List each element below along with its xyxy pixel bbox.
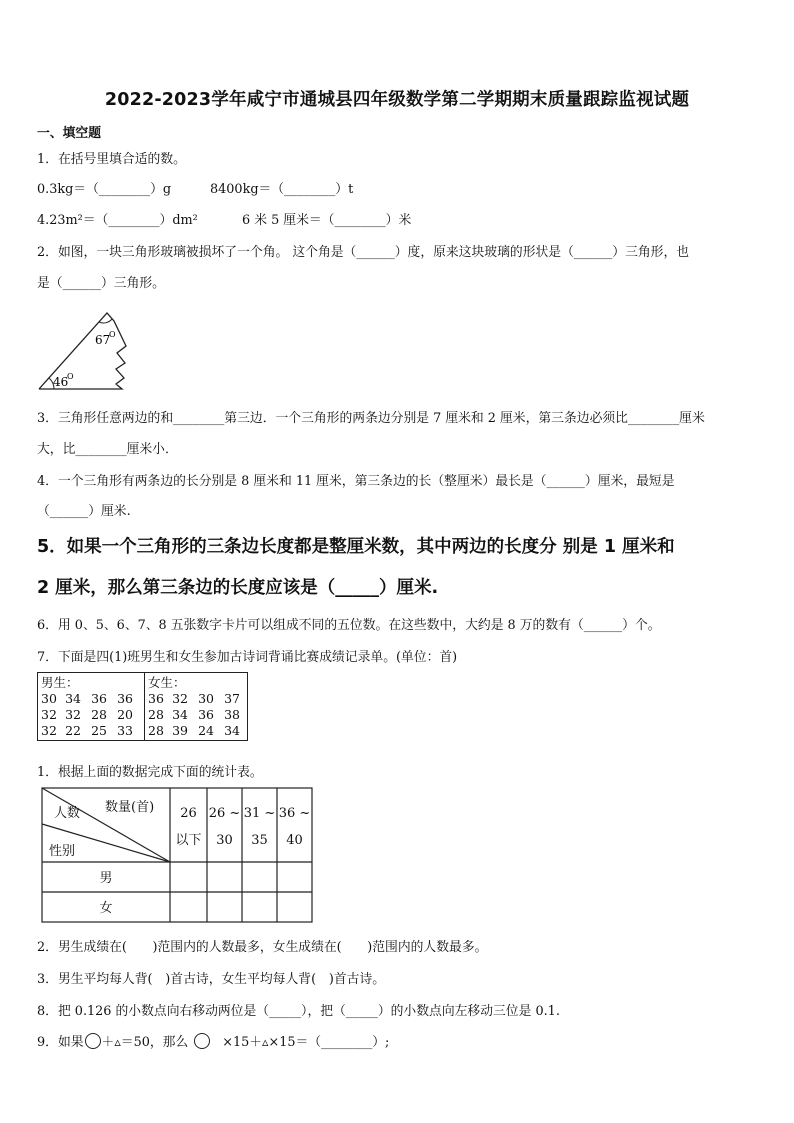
col-header-1: 26 bbox=[180, 806, 197, 821]
question-1-stem: 1．在括号里填合适的数。 bbox=[37, 152, 186, 167]
score-cell: 32 bbox=[41, 707, 57, 722]
question-4-line-1: 4．一个三角形有两条边的长分别是 8 厘米和 11 厘米，第三条边的长（整厘米）最长是（______）厘米，最短是 bbox=[37, 474, 675, 489]
col-header-4: 36 ~ bbox=[278, 806, 311, 821]
header-gender: 性别 bbox=[49, 844, 76, 859]
score-row bbox=[148, 691, 244, 707]
score-cell: 25 bbox=[91, 723, 107, 738]
question-3-line-2: 大，比________厘米小． bbox=[37, 442, 178, 457]
col-header-2b: 30 bbox=[216, 833, 233, 848]
score-row bbox=[148, 723, 244, 739]
score-row bbox=[41, 691, 141, 707]
question-5-line-1: 5．如果一个三角形的三条边长度都是整厘米数，其中两边的长度分 别是 1 厘米和 bbox=[37, 537, 675, 557]
question-6: 6．用 0、5、6、7、8 五张数字卡片可以组成不同的五位数。在这些数中，大约是 8 万的数有（______）个。 bbox=[37, 618, 661, 633]
question-9 bbox=[37, 1031, 389, 1050]
header-quantity: 数量(首) bbox=[105, 800, 155, 815]
score-cell: 30 bbox=[41, 691, 57, 706]
angle-label-bottom: 46 bbox=[53, 375, 69, 389]
question-9-part-b: ＋▵＝50，那么 bbox=[101, 1035, 189, 1050]
score-cell: 33 bbox=[117, 723, 133, 738]
col-header-3b: 35 bbox=[251, 833, 268, 848]
angle-label-top: 67 bbox=[95, 333, 111, 347]
col-header-4b: 40 bbox=[286, 833, 303, 848]
degree-mark-bottom: O bbox=[67, 372, 74, 381]
score-cell: 36 bbox=[148, 691, 164, 706]
question-7-sub-1: 1．根据上面的数据完成下面的统计表。 bbox=[37, 765, 263, 780]
score-cell: 24 bbox=[198, 723, 214, 738]
section-heading: 一、填空题 bbox=[37, 126, 101, 141]
girls-label: 女生： bbox=[148, 675, 186, 690]
score-cell: 34 bbox=[65, 691, 81, 706]
score-cell: 38 bbox=[224, 707, 240, 722]
question-7-sub-3: 3．男生平均每人背( )首古诗，女生平均每人背( )首古诗。 bbox=[37, 972, 386, 987]
col-header-1b: 以下 bbox=[175, 833, 202, 848]
question-4-line-2: （______）厘米. bbox=[37, 504, 131, 519]
score-cell: 36 bbox=[91, 691, 107, 706]
question-1-item-a: 0.3kg＝（________）g bbox=[37, 182, 172, 197]
question-1-item-d: 6 米 5 厘米＝（________）米 bbox=[242, 213, 412, 228]
question-2-line-1: 2．如图，一块三角形玻璃被损坏了一个角。 这个角是（______）度，原来这块玻璃的形状是（______）三角形，也 bbox=[37, 245, 690, 260]
question-7-sub-2: 2．男生成绩在( )范围内的人数最多，女生成绩在( )范围内的人数最多。 bbox=[37, 940, 488, 955]
header-count: 人数 bbox=[54, 806, 81, 821]
question-8: 8．把 0.126 的小数点向右移动两位是（_____），把（_____）的小数点向左移动三位是 0.1. bbox=[37, 1004, 560, 1019]
score-cell: 20 bbox=[117, 707, 133, 722]
row-label-boys: 男 bbox=[99, 871, 113, 886]
score-cell: 34 bbox=[172, 707, 188, 722]
page-title: 2022-2023学年咸宁市通城县四年级数学第二学期期末质量跟踪监视试题 bbox=[104, 90, 690, 110]
row-label-girls: 女 bbox=[99, 901, 113, 916]
score-row bbox=[148, 707, 244, 723]
score-cell: 39 bbox=[172, 723, 188, 738]
score-cell: 37 bbox=[224, 691, 240, 706]
question-7-stem: 7．下面是四(1)班男生和女生参加古诗词背诵比赛成绩记录单。(单位：首) bbox=[37, 650, 458, 665]
col-header-3: 31 ~ bbox=[243, 806, 276, 821]
score-cell: 34 bbox=[224, 723, 240, 738]
score-row bbox=[41, 707, 141, 723]
question-1-item-c: 4.23m²＝（________）dm² bbox=[37, 213, 198, 228]
score-cell: 32 bbox=[41, 723, 57, 738]
broken-triangle-figure bbox=[36, 308, 132, 392]
score-cell: 28 bbox=[91, 707, 107, 722]
boys-label: 男生： bbox=[41, 675, 79, 690]
score-cell: 30 bbox=[198, 691, 214, 706]
score-cell: 28 bbox=[148, 723, 164, 738]
question-9-part-c: ×15＋▵×15＝（________）; bbox=[222, 1035, 390, 1050]
circle-icon bbox=[194, 1033, 210, 1049]
col-header-2: 26 ~ bbox=[208, 806, 241, 821]
boys-scores bbox=[37, 672, 145, 741]
statistics-table bbox=[41, 787, 315, 924]
question-1-item-b: 8400kg＝（________）t bbox=[210, 182, 354, 197]
score-row bbox=[41, 723, 141, 739]
question-2-line-2: 是（______）三角形。 bbox=[37, 276, 165, 291]
score-record-table bbox=[37, 672, 248, 741]
circle-icon bbox=[85, 1033, 101, 1049]
score-cell: 36 bbox=[198, 707, 214, 722]
question-5-line-2: 2 厘米，那么第三条边的长度应该是（_____）厘米. bbox=[37, 578, 439, 598]
score-cell: 28 bbox=[148, 707, 164, 722]
score-cell: 36 bbox=[117, 691, 133, 706]
girls-scores bbox=[145, 672, 248, 741]
score-cell: 22 bbox=[65, 723, 81, 738]
score-cell: 32 bbox=[65, 707, 81, 722]
question-3-line-1: 3．三角形任意两边的和________第三边．一个三角形的两条边分别是 7 厘米和 2 厘米，第三条边必须比________厘米 bbox=[37, 411, 705, 426]
degree-mark-top: O bbox=[109, 330, 116, 339]
score-cell: 32 bbox=[172, 691, 188, 706]
question-9-part-a: 9．如果 bbox=[37, 1035, 84, 1050]
